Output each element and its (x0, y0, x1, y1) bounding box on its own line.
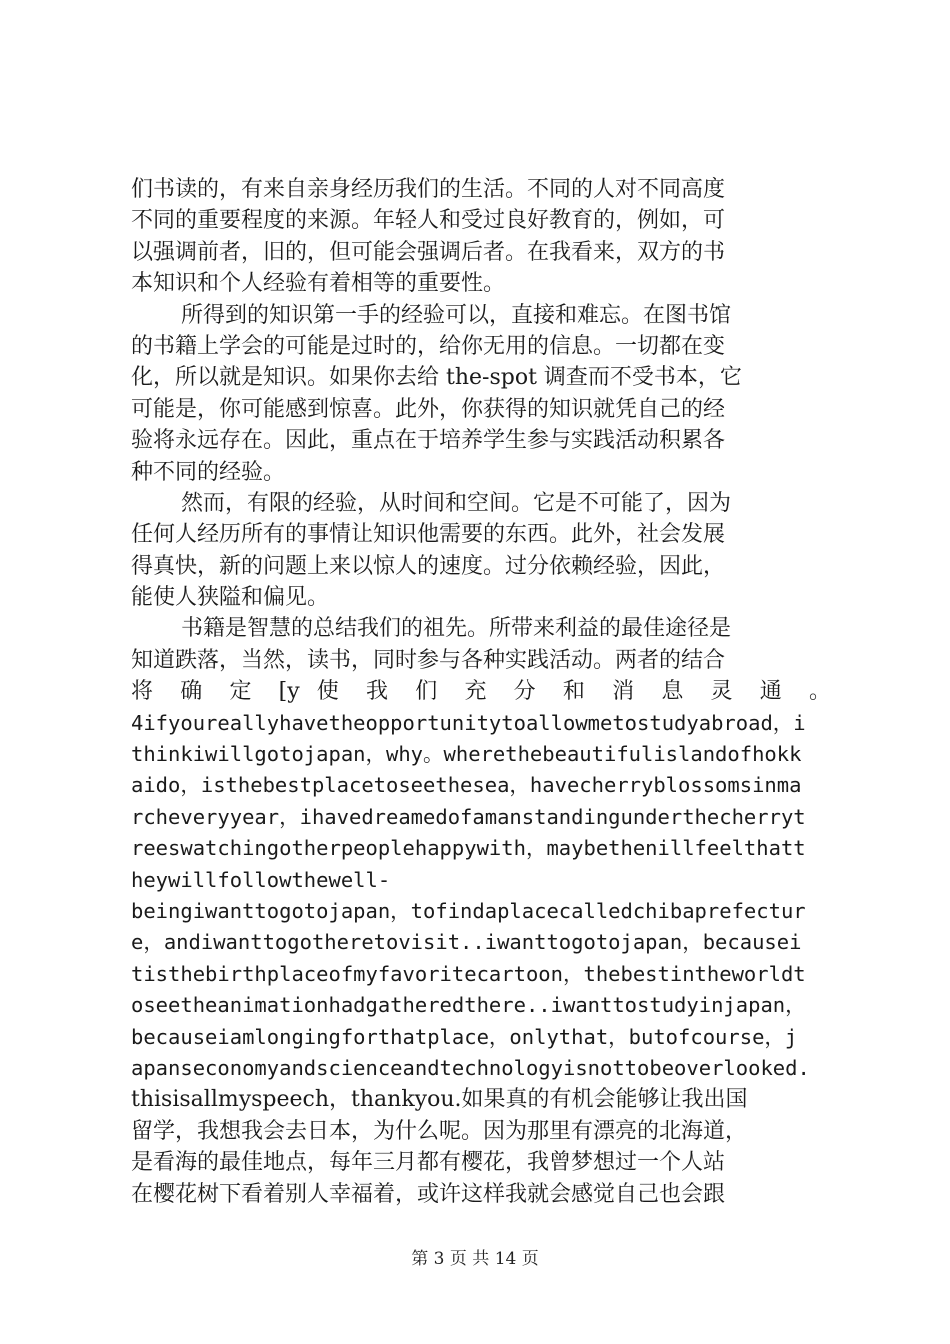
text-line: 知道跌落，当然，读书，同时参与各种实践活动。两者的结合 (131, 647, 726, 673)
text-line: aido，isthebestplacetoseethesea，havecherryblossomsinma (131, 773, 802, 798)
text-line: becauseiamlongingforthatplace，onlythat，butofcourse，j (131, 1024, 798, 1049)
text-line: 将 确 定 [y 使 我 们 充 分 和 消 息 灵 通 。 (131, 679, 831, 705)
text-line: 以强调前者，旧的，但可能会强调后者。在我看来，双方的书 (131, 239, 726, 265)
text-line: thinkiwillgotojapan，why。wherethebeautifulislandofhokk (131, 742, 802, 767)
text-line: 可能是，你可能感到惊喜。此外，你获得的知识就凭自己的经 (131, 396, 726, 422)
text-line: reeswatchingotherpeoplehappywith，maybethenillfeelthatt (131, 836, 806, 861)
text-line: 验将永远存在。因此，重点在于培养学生参与实践活动积累各 (131, 428, 726, 454)
text-line: thisisallmyspeech，thankyou.如果真的有机会能够让我出国 (131, 1087, 748, 1113)
text-line: heywillfollowthewell- (131, 867, 391, 892)
text-line: 然而，有限的经验，从时间和空间。它是不可能了，因为 (181, 490, 732, 516)
text-line: 能使人狭隘和偏见。 (131, 585, 330, 611)
text-line: 书籍是智慧的总结我们的祖先。所带来利益的最佳途径是 (181, 616, 732, 642)
document-body (131, 174, 831, 1210)
text-line: 是看海的最佳地点，每年三月都有樱花，我曾梦想过一个人站 (131, 1150, 726, 1176)
text-line: 的书籍上学会的可能是过时的，给你无用的信息。一切都在变 (131, 333, 726, 359)
text-line: 得真快，新的问题上来以惊人的速度。过分依赖经验，因此， (131, 553, 726, 579)
text-line: 在樱花树下看着别人幸福着，或许这样我就会感觉自己也会跟 (131, 1181, 726, 1207)
text-line: beingiwanttogotojapan，tofindaplacecalledchibaprefectur (131, 898, 806, 923)
text-line: 化，所以就是知识。如果你去给 the-spot 调查而不受书本，它 (131, 365, 742, 391)
text-line: 种不同的经验。 (131, 459, 286, 485)
text-line: 任何人经历所有的事情让知识他需要的东西。此外，社会发展 (131, 522, 726, 548)
text-line: apanseconomyandscienceandtechnologyisnottobeoverlooked. (131, 1055, 810, 1080)
text-line: 们书读的，有来自亲身经历我们的生活。不同的人对不同高度 (131, 177, 726, 202)
page-footer: 第 3 页 共 14 页 (411, 1249, 539, 1269)
text-line: 所得到的知识第一手的经验可以，直接和难忘。在图书馆 (181, 302, 732, 328)
text-line: 4ifyoureallyhavetheopportunitytoallowmetostudyabroad，i (131, 710, 806, 735)
text-line: 留学，我想我会去日本，为什么呢。因为那里有漂亮的北海道， (131, 1118, 748, 1144)
text-line: rcheveryyear，ihavedreamedofamanstandingunderthecherryt (131, 804, 806, 829)
text-line: tisthebirthplaceofmyfavoritecartoon，thebestintheworldt (131, 961, 806, 986)
text-line: e，andiwanttogotheretovisit..iwanttogotojapan，becausei (131, 930, 802, 955)
text-line: 本知识和个人经验有着相等的重要性。 (131, 271, 506, 297)
text-line: 不同的重要程度的来源。年轻人和受过良好教育的，例如，可 (131, 208, 726, 234)
text-line: oseetheanimationhadgatheredthere..iwanttostudyinjapan， (131, 993, 806, 1018)
